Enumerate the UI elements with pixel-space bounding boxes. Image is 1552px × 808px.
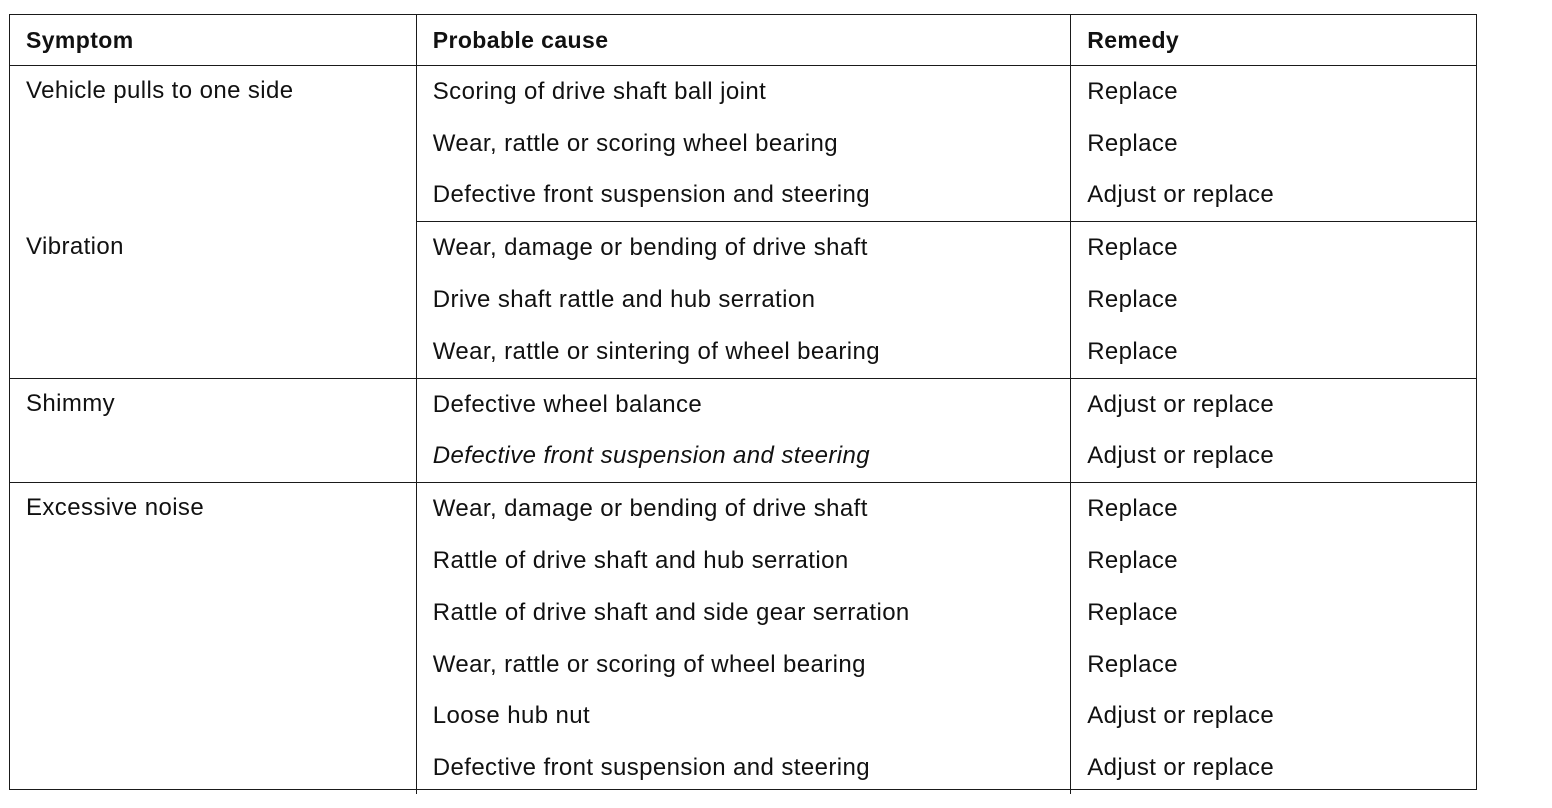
troubleshooting-table	[10, 15, 1476, 794]
symptom-cell: Excessive noise	[26, 494, 205, 522]
table-row	[10, 483, 1476, 535]
cause-cell: Defective wheel balance	[416, 378, 1070, 430]
table-row	[10, 378, 1476, 430]
remedy-cell: Replace	[1071, 66, 1476, 118]
remedy-cell: Adjust or replace	[1071, 170, 1476, 222]
remedy-cell: Adjust or replace	[1071, 691, 1476, 743]
remedy-cell: Replace	[1071, 535, 1476, 587]
remedy-cell: Replace	[1071, 274, 1476, 326]
remedy-cell: Adjust or replace	[1071, 378, 1476, 430]
cause-cell: Drive shaft rattle and hub serration	[416, 274, 1070, 326]
cause-cell: Scoring of drive shaft ball joint	[416, 66, 1070, 118]
cause-cell: Rattle of drive shaft and hub serration	[416, 535, 1070, 587]
remedy-cell: Replace	[1071, 639, 1476, 691]
table-row	[10, 66, 1476, 118]
remedy-cell: Replace	[1071, 222, 1476, 274]
remedy-cell: Adjust or replace	[1071, 431, 1476, 483]
cause-cell: Defective front suspension and steering	[416, 170, 1070, 222]
remedy-cell: Replace	[1071, 483, 1476, 535]
cause-cell: Wear, damage or bending of drive shaft	[416, 222, 1070, 274]
cause-cell: Rattle of drive shaft and side gear serration	[416, 587, 1070, 639]
cause-cell: Wear, rattle or scoring wheel bearing	[416, 118, 1070, 170]
symptom-cell: Shimmy	[10, 378, 416, 483]
header-remedy: Remedy	[1071, 15, 1476, 66]
troubleshooting-table-frame	[9, 14, 1477, 790]
table-row	[10, 222, 1476, 274]
header-symptom: Symptom	[10, 15, 416, 66]
remedy-cell: Replace	[1071, 587, 1476, 639]
header-probable-cause: Probable cause	[416, 15, 1070, 66]
cause-cell: Wear, rattle or sintering of wheel bearing	[416, 326, 1070, 378]
cause-cell: Wear, rattle or scoring of wheel bearing	[416, 639, 1070, 691]
cause-cell: Defective front suspension and steering	[416, 431, 1070, 483]
cause-cell: Wear, damage or bending of drive shaft	[416, 483, 1070, 535]
symptom-cell: Vibration	[10, 222, 416, 378]
cause-cell: Defective front suspension and steering	[416, 742, 1070, 794]
remedy-cell: Replace	[1071, 326, 1476, 378]
remedy-cell: Adjust or replace	[1071, 742, 1476, 794]
symptom-cell: Vehicle pulls to one side	[26, 77, 294, 104]
header-row	[10, 15, 1476, 66]
remedy-cell: Replace	[1071, 118, 1476, 170]
cause-cell: Loose hub nut	[416, 691, 1070, 743]
